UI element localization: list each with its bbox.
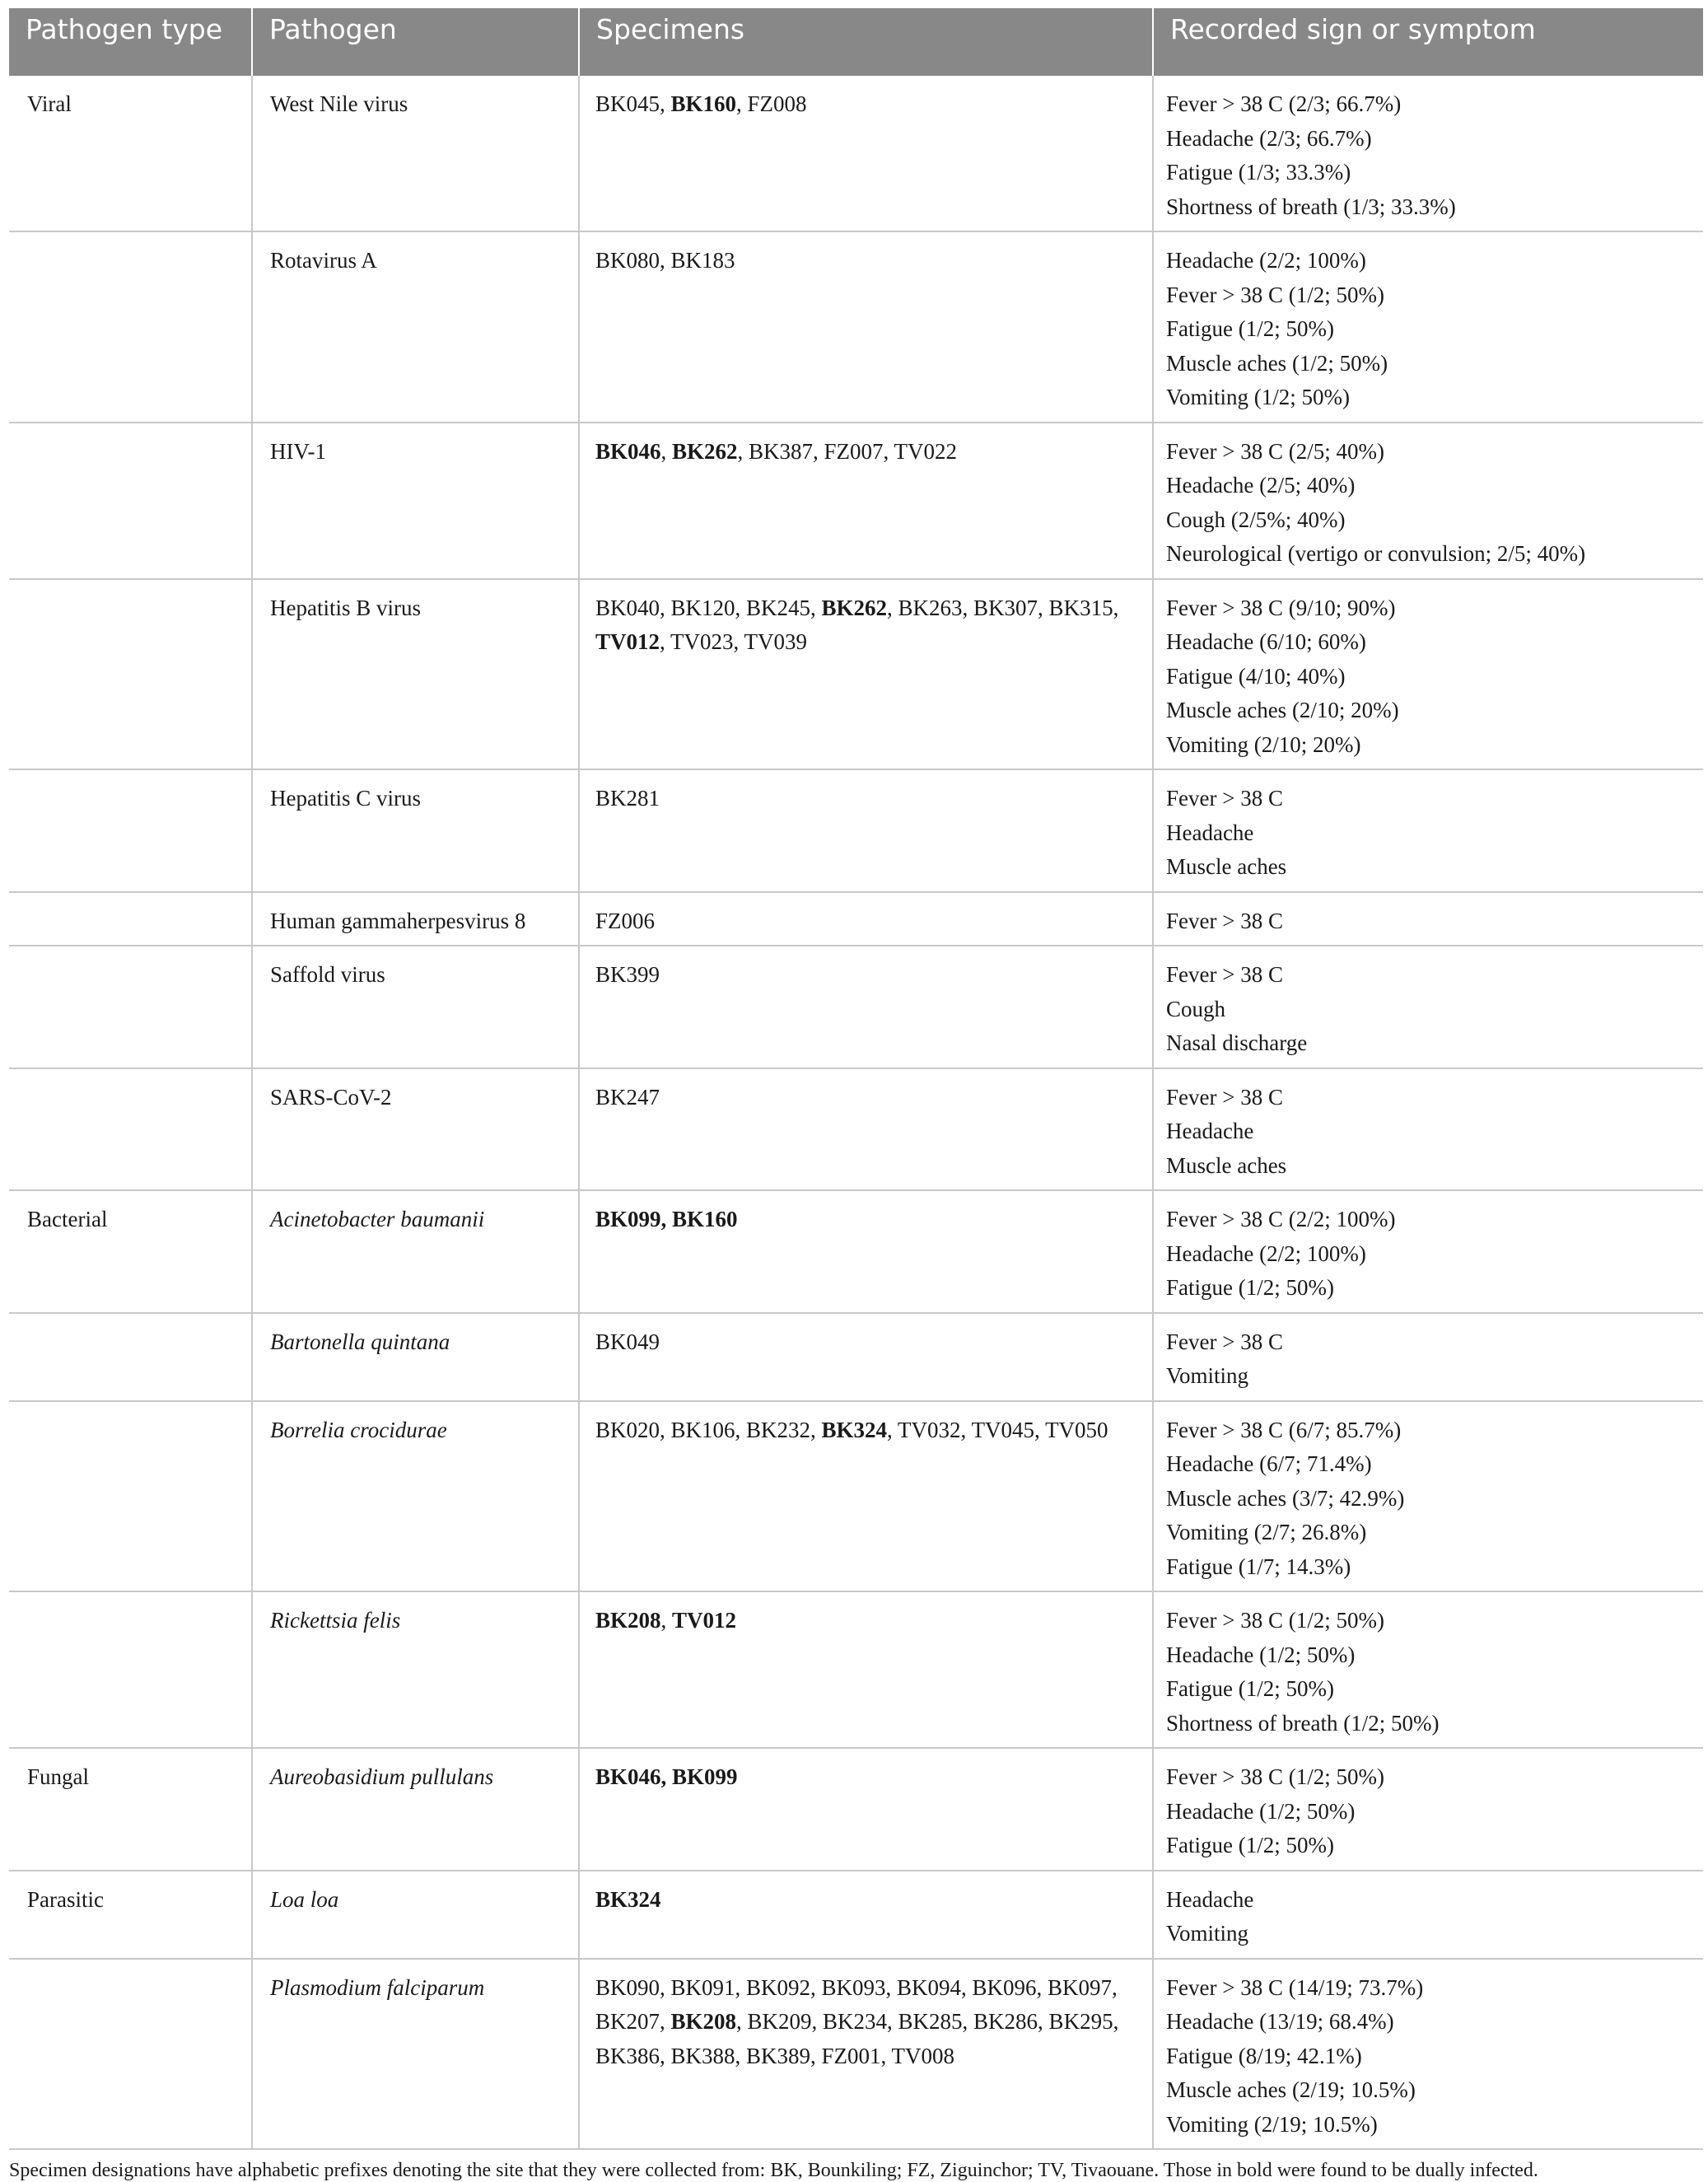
header-specimens: Specimens [579, 8, 1153, 76]
symptom-line: Shortness of breath (1/2; 50%) [1166, 1710, 1440, 1736]
specimen-text-bold: BK262 [821, 595, 888, 620]
symptom-line: Muscle aches [1166, 1152, 1287, 1178]
symptom-line: Fever > 38 C (14/19; 73.7%) [1166, 1974, 1424, 2000]
symptoms-cell [1153, 1871, 1703, 1959]
specimen-text: , BK387, FZ007, TV022 [737, 438, 958, 464]
specimen-text: FZ006 [595, 908, 656, 933]
symptom-line: Headache (1/2; 50%) [1166, 1642, 1356, 1667]
specimen-text: , FZ008 [736, 91, 807, 116]
symptom-line: Headache (2/5; 40%) [1166, 473, 1356, 498]
specimen-text-bold: TV012 [595, 629, 660, 654]
symptom-line: Fatigue (1/3; 33.3%) [1166, 160, 1351, 185]
symptoms-cell [1153, 769, 1703, 892]
table-footnote: Specimen designations have alphabetic prefixes denoting the site that they were collected from: BK, Bounkiling; FZ, Ziguinchor; TV, Tivaouane. Those in bold were found to be dually infected. [9, 2160, 1538, 2181]
symptom-line: Shortness of breath (1/3; 33.3%) [1166, 194, 1456, 219]
pathogen-name-cell: Bartonella quintana [252, 1313, 579, 1401]
pathogen-type-cell [9, 1401, 252, 1592]
specimen-text: BK247 [595, 1084, 660, 1110]
pathogen-type-cell [9, 1313, 252, 1401]
symptom-line: Vomiting (2/19; 10.5%) [1166, 2111, 1378, 2137]
symptom-line: Vomiting (1/2; 50%) [1166, 385, 1351, 409]
pathogen-name-cell: Hepatitis B virus [252, 579, 579, 770]
symptom-line: Headache (6/10; 60%) [1166, 629, 1366, 654]
symptom-line: Fever > 38 C [1166, 1329, 1283, 1354]
pathogen-type-cell [9, 1959, 252, 2150]
symptom-line: Fever > 38 C (6/7; 85.7%) [1166, 1417, 1402, 1442]
specimen-text-bold: BK046 [595, 438, 661, 464]
pathogen-type-cell [9, 231, 252, 423]
specimen-text-bold: BK046, BK099 [595, 1764, 738, 1789]
symptoms-cell [1153, 1591, 1703, 1748]
symptom-line: Fatigue (4/10; 40%) [1166, 663, 1346, 689]
table-row [9, 1190, 1703, 1313]
specimen-text: BK399 [595, 962, 660, 987]
pathogen-table [9, 8, 1703, 2150]
symptom-line: Fever > 38 C (2/2; 100%) [1166, 1207, 1396, 1231]
specimen-text: BK040, BK120, BK245, [595, 595, 822, 620]
symptom-line: Muscle aches (3/7; 42.9%) [1166, 1485, 1405, 1511]
pathogen-type-cell [9, 423, 252, 579]
symptom-line: Fever > 38 C (2/5; 40%) [1166, 438, 1384, 464]
specimen-text: , [660, 91, 671, 116]
symptom-line: Headache (6/7; 71.4%) [1166, 1451, 1372, 1476]
symptoms-cell [1153, 231, 1703, 423]
specimens-cell [579, 231, 1153, 423]
specimen-text-bold: BK324 [595, 1886, 661, 1912]
symptom-line: Fever > 38 C (1/2; 50%) [1166, 282, 1384, 307]
pathogen-name-cell: Saffold virus [252, 946, 579, 1068]
pathogen-name-cell: Rotavirus A [252, 231, 579, 423]
table-row [9, 1401, 1703, 1592]
symptom-line: Headache (1/2; 50%) [1166, 1798, 1356, 1824]
symptom-line: Fever > 38 C [1166, 962, 1283, 987]
specimen-text: , BK263, BK307, BK315, [887, 595, 1119, 620]
symptom-line: Fatigue (1/2; 50%) [1166, 316, 1334, 341]
symptoms-cell [1153, 946, 1703, 1068]
symptoms-cell [1153, 892, 1703, 946]
symptoms-cell [1153, 1313, 1703, 1401]
specimen-text: , [660, 438, 673, 464]
header-pathogen: Pathogen [252, 8, 579, 76]
symptoms-cell [1153, 579, 1703, 770]
specimen-text-bold: BK208 [670, 2009, 737, 2034]
pathogen-type-cell [9, 946, 252, 1068]
table-row [9, 423, 1703, 579]
table-row [9, 579, 1703, 770]
pathogen-type-cell: Parasitic [9, 1871, 252, 1959]
pathogen-type-cell: Fungal [9, 1748, 252, 1871]
pathogen-name-cell: Human gammaherpesvirus 8 [252, 892, 579, 946]
specimens-cell [579, 1591, 1153, 1748]
table-row [9, 946, 1703, 1068]
specimen-text: , TV032, TV045, TV050 [887, 1417, 1108, 1442]
pathogen-name-cell: Rickettsia felis [252, 1591, 579, 1748]
symptom-line: Fever > 38 C (1/2; 50%) [1166, 1764, 1384, 1789]
symptom-line: Fever > 38 C (9/10; 90%) [1166, 595, 1396, 620]
symptom-line: Headache (2/2; 100%) [1166, 248, 1366, 273]
pathogen-name-cell: Borrelia crocidurae [252, 1401, 579, 1592]
pathogen-type-cell [9, 579, 252, 770]
table-row [9, 1959, 1703, 2150]
symptoms-cell [1153, 1401, 1703, 1592]
table-row [9, 892, 1703, 946]
pathogen-name-cell: Acinetobacter baumanii [252, 1190, 579, 1313]
symptom-line: Vomiting (2/10; 20%) [1166, 731, 1361, 757]
specimens-cell [579, 892, 1153, 946]
symptom-line: Headache [1166, 1886, 1254, 1912]
symptoms-cell [1153, 1068, 1703, 1191]
symptom-line: Fatigue (1/7; 14.3%) [1166, 1554, 1351, 1579]
symptoms-cell [1153, 423, 1703, 579]
symptom-line: Vomiting [1166, 1363, 1249, 1388]
pathogen-type-cell: Viral [9, 76, 252, 231]
symptom-line: Cough [1166, 996, 1226, 1021]
symptom-line: Muscle aches (2/10; 20%) [1166, 698, 1399, 722]
symptom-line: Muscle aches (1/2; 50%) [1166, 350, 1388, 376]
symptom-line: Fatigue (8/19; 42.1%) [1166, 2043, 1362, 2068]
specimens-cell [579, 1401, 1153, 1592]
specimen-text: BK080, BK183 [595, 248, 735, 273]
header-symptoms: Recorded sign or symptom [1153, 8, 1703, 76]
symptom-line: Headache [1166, 1119, 1254, 1143]
specimen-text-bold: BK160 [670, 91, 737, 116]
specimen-text-bold: BK099, BK160 [595, 1207, 738, 1231]
table-row [9, 1068, 1703, 1191]
specimens-cell [579, 1190, 1153, 1313]
specimen-text: , TV023, TV039 [660, 629, 808, 654]
specimen-text: , BK209, BK234, BK285, BK286, BK295, BK386, BK388, BK389, FZ001, TV008 [595, 2009, 1119, 2068]
header-row [9, 8, 1703, 76]
symptom-line: Fever > 38 C (1/2; 50%) [1166, 1608, 1384, 1633]
symptom-line: Fever > 38 C [1166, 786, 1283, 811]
table-row [9, 1871, 1703, 1959]
specimen-text: BK049 [595, 1329, 660, 1354]
symptom-line: Nasal discharge [1166, 1030, 1308, 1055]
symptom-line: Headache [1166, 820, 1254, 845]
table-row [9, 1748, 1703, 1871]
symptom-line: Fatigue (1/2; 50%) [1166, 1676, 1334, 1701]
specimen-text: BK090, BK091, BK092, BK093, BK094, BK096, BK097, BK207, [595, 1974, 1118, 2034]
pathogen-name-cell: Loa loa [252, 1871, 579, 1959]
pathogen-type-cell [9, 1591, 252, 1748]
specimen-text: BK045 [595, 91, 660, 116]
table-wrapper [9, 8, 1703, 2182]
symptom-line: Neurological (vertigo or convulsion; 2/5; 40%) [1166, 541, 1586, 566]
specimens-cell [579, 769, 1153, 892]
symptom-line: Headache (13/19; 68.4%) [1166, 2009, 1394, 2034]
specimen-text: , [660, 1608, 673, 1633]
pathogen-name-cell: SARS-CoV-2 [252, 1068, 579, 1191]
table-row [9, 769, 1703, 892]
header-pathogen-type: Pathogen type [9, 8, 252, 76]
table-row [9, 76, 1703, 231]
pathogen-name-cell: HIV-1 [252, 423, 579, 579]
table-row [9, 231, 1703, 423]
specimens-cell [579, 1871, 1153, 1959]
pathogen-name-cell: West Nile virus [252, 76, 579, 231]
table-row [9, 1313, 1703, 1401]
specimen-text-bold: BK324 [821, 1417, 888, 1442]
pathogen-type-cell: Bacterial [9, 1190, 252, 1313]
symptom-line: Headache (2/3; 66.7%) [1166, 125, 1372, 151]
specimens-cell [579, 1068, 1153, 1191]
specimens-cell [579, 76, 1153, 231]
pathogen-type-cell [9, 769, 252, 892]
symptoms-cell [1153, 1748, 1703, 1871]
specimen-text: BK020, BK106, BK232, [595, 1417, 822, 1442]
pathogen-name-cell: Plasmodium falciparum [252, 1959, 579, 2150]
pathogen-type-cell [9, 1068, 252, 1191]
symptom-line: Vomiting (2/7; 26.8%) [1166, 1520, 1367, 1544]
symptom-line: Cough (2/5%; 40%) [1166, 507, 1346, 532]
symptom-line: Headache (2/2; 100%) [1166, 1241, 1366, 1266]
pathogen-type-cell [9, 892, 252, 946]
table-body [9, 76, 1703, 2149]
specimen-text: BK281 [595, 786, 660, 811]
specimen-text-bold: BK208 [595, 1608, 661, 1633]
symptoms-cell [1153, 1959, 1703, 2150]
symptom-line: Vomiting [1166, 1921, 1249, 1946]
specimens-cell [579, 579, 1153, 770]
symptom-line: Fever > 38 C [1166, 1084, 1283, 1110]
specimen-text-bold: TV012 [672, 1608, 737, 1633]
symptoms-cell [1153, 76, 1703, 231]
symptom-line: Fatigue (1/2; 50%) [1166, 1833, 1334, 1857]
table-row [9, 1591, 1703, 1748]
specimens-cell [579, 1959, 1153, 2150]
symptoms-cell [1153, 1190, 1703, 1313]
symptom-line: Muscle aches [1166, 854, 1287, 879]
specimen-text-bold: BK262 [672, 438, 738, 464]
pathogen-name-cell: Aureobasidium pullulans [252, 1748, 579, 1871]
specimens-cell [579, 1313, 1153, 1401]
symptom-line: Muscle aches (2/19; 10.5%) [1166, 2077, 1416, 2102]
specimens-cell [579, 1748, 1153, 1871]
specimens-cell [579, 423, 1153, 579]
symptom-line: Fatigue (1/2; 50%) [1166, 1275, 1334, 1300]
pathogen-name-cell: Hepatitis C virus [252, 769, 579, 892]
specimens-cell [579, 946, 1153, 1068]
symptom-line: Fever > 38 C [1166, 908, 1283, 933]
symptom-line: Fever > 38 C (2/3; 66.7%) [1166, 91, 1402, 116]
